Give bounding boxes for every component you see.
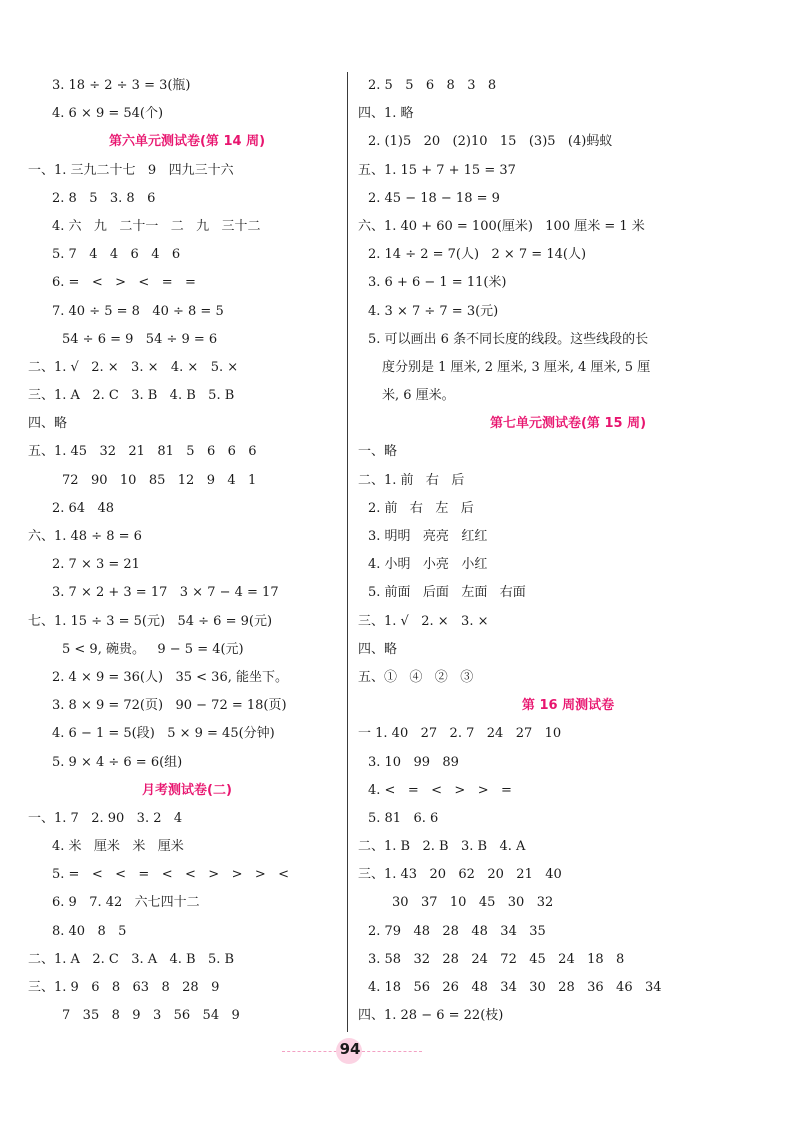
answer-line: 四、1. 略 xyxy=(358,106,414,122)
section-title: 月考测试卷(二) xyxy=(142,782,232,798)
section-title: 第 16 周测试卷 xyxy=(521,698,615,714)
answer-line: 4. 6 − 1 = 5(段) 5 × 9 = 45(分钟) xyxy=(52,726,275,742)
answer-line: 2. 4 × 9 = 36(人) 35 < 36, 能坐下。 xyxy=(52,669,288,685)
answer-line: 三、1. 43 20 62 20 21 40 xyxy=(358,867,562,883)
answer-line: 5 < 9, 碗贵。 9 − 5 = 4(元) xyxy=(62,641,244,657)
answer-line: 2. (1)5 20 (2)10 15 (3)5 (4)蚂蚁 xyxy=(368,134,613,150)
answer-line: 5. 81 6. 6 xyxy=(368,810,439,826)
answer-line: 三、1. √ 2. × 3. × xyxy=(358,613,489,629)
answer-line: 五、1. 15 + 7 + 15 = 37 xyxy=(358,162,516,178)
answer-line: 54 ÷ 6 = 9 54 ÷ 9 = 6 xyxy=(62,331,218,347)
answer-line: 2. 8 5 3. 8 6 xyxy=(52,190,156,206)
answer-line: 3. 明明 亮亮 红红 xyxy=(368,529,488,544)
answer-line: 3. 10 99 89 xyxy=(368,754,459,770)
page-footer xyxy=(0,1036,800,1066)
answer-line: 2. 5 5 6 8 3 8 xyxy=(368,78,497,93)
answer-line: 3. 18 ÷ 2 ÷ 3 = 3(瓶) xyxy=(52,78,191,93)
answer-line: 一、1. 三九二十七 9 四九三十六 xyxy=(28,162,234,178)
answer-line: 米, 6 厘米。 xyxy=(382,388,455,404)
answer-line: 5. 9 × 4 ÷ 6 = 6(组) xyxy=(52,754,183,770)
section-title: 第七单元测试卷(第 15 周) xyxy=(489,416,647,432)
answer-line: 5. 前面 后面 左面 右面 xyxy=(368,585,526,601)
answer-line: 2. 7 × 3 = 21 xyxy=(52,557,140,573)
section-title: 第六单元测试卷(第 14 周) xyxy=(108,134,266,150)
answer-line: 4. < = < > > = xyxy=(368,782,512,798)
answer-line: 5. 可以画出 6 条不同长度的线段。这些线段的长 xyxy=(368,331,649,347)
answer-line: 三、1. A 2. C 3. B 4. B 5. B xyxy=(28,388,235,404)
answer-line: 度分别是 1 厘米, 2 厘米, 3 厘米, 4 厘米, 5 厘 xyxy=(382,359,651,375)
answer-line: 六、1. 40 + 60 = 100(厘米) 100 厘米 = 1 米 xyxy=(358,218,645,234)
answer-line: 6. = < > < = = xyxy=(52,275,196,291)
left-column xyxy=(28,72,346,1030)
answer-line: 一、1. 7 2. 90 3. 2 4 xyxy=(28,810,183,826)
answer-line: 4. 小明 小亮 小红 xyxy=(368,557,488,573)
answer-line: 72 90 10 85 12 9 4 1 xyxy=(62,472,257,488)
page-number: 94 xyxy=(339,1040,361,1058)
answer-line: 4. 3 × 7 ÷ 7 = 3(元) xyxy=(368,303,499,319)
answer-line: 二、1. A 2. C 3. A 4. B 5. B xyxy=(28,951,235,967)
answer-line: 3. 58 32 28 24 72 45 24 18 8 xyxy=(368,951,625,967)
answer-line: 二、1. 前 右 后 xyxy=(358,472,465,488)
footer-dash-right xyxy=(362,1051,422,1052)
answer-line: 四、1. 28 − 6 = 22(枝) xyxy=(358,1008,504,1024)
answer-line: 五、① ④ ② ③ xyxy=(358,669,474,685)
answer-line: 2. 前 右 左 后 xyxy=(368,500,474,516)
answer-line: 四、略 xyxy=(358,641,398,657)
answer-line: 3. 8 × 9 = 72(页) 90 − 72 = 18(页) xyxy=(52,698,287,714)
answer-line: 4. 六 九 二十一 二 九 三十二 xyxy=(52,218,261,234)
answer-line: 3. 6 + 6 − 1 = 11(米) xyxy=(368,275,507,291)
answer-line: 2. 45 − 18 − 18 = 9 xyxy=(368,190,500,206)
right-column xyxy=(358,72,778,1030)
answer-line: 一、略 xyxy=(358,444,398,460)
answer-line: 8. 40 8 5 xyxy=(52,923,127,939)
answer-line: 2. 64 48 xyxy=(52,500,115,516)
answer-line: 6. 9 7. 42 六七四十二 xyxy=(52,895,200,911)
answer-line: 2. 79 48 28 48 34 35 xyxy=(368,923,546,939)
answer-line: 7. 40 ÷ 5 = 8 40 ÷ 8 = 5 xyxy=(52,303,224,319)
answer-line: 六、1. 48 ÷ 8 = 6 xyxy=(28,529,142,544)
answer-line: 2. 14 ÷ 2 = 7(人) 2 × 7 = 14(人) xyxy=(368,247,587,263)
answer-line: 7 35 8 9 3 56 54 9 xyxy=(62,1008,240,1024)
answer-line: 三、1. 9 6 8 63 8 28 9 xyxy=(28,980,220,995)
answer-line: 二、1. B 2. B 3. B 4. A xyxy=(358,839,526,855)
answer-line: 二、1. √ 2. × 3. × 4. × 5. × xyxy=(28,359,239,375)
answer-line: 5. = < < = < < > > > < xyxy=(52,867,290,883)
column-divider xyxy=(347,72,348,1032)
answer-line: 3. 7 × 2 + 3 = 17 3 × 7 − 4 = 17 xyxy=(52,585,279,601)
answer-line: 4. 18 56 26 48 34 30 28 36 46 34 xyxy=(368,980,662,995)
answer-line: 五、1. 45 32 21 81 5 6 6 6 xyxy=(28,444,257,460)
answer-line: 30 37 10 45 30 32 xyxy=(392,895,554,911)
answer-line: 七、1. 15 ÷ 3 = 5(元) 54 ÷ 6 = 9(元) xyxy=(28,613,273,629)
answer-line: 5. 7 4 4 6 4 6 xyxy=(52,247,181,263)
answer-line: 四、略 xyxy=(28,416,68,432)
answer-line: 4. 6 × 9 = 54(个) xyxy=(52,106,164,122)
answer-line: 4. 米 厘米 米 厘米 xyxy=(52,839,184,855)
answer-line: 一 1. 40 27 2. 7 24 27 10 xyxy=(358,726,562,742)
